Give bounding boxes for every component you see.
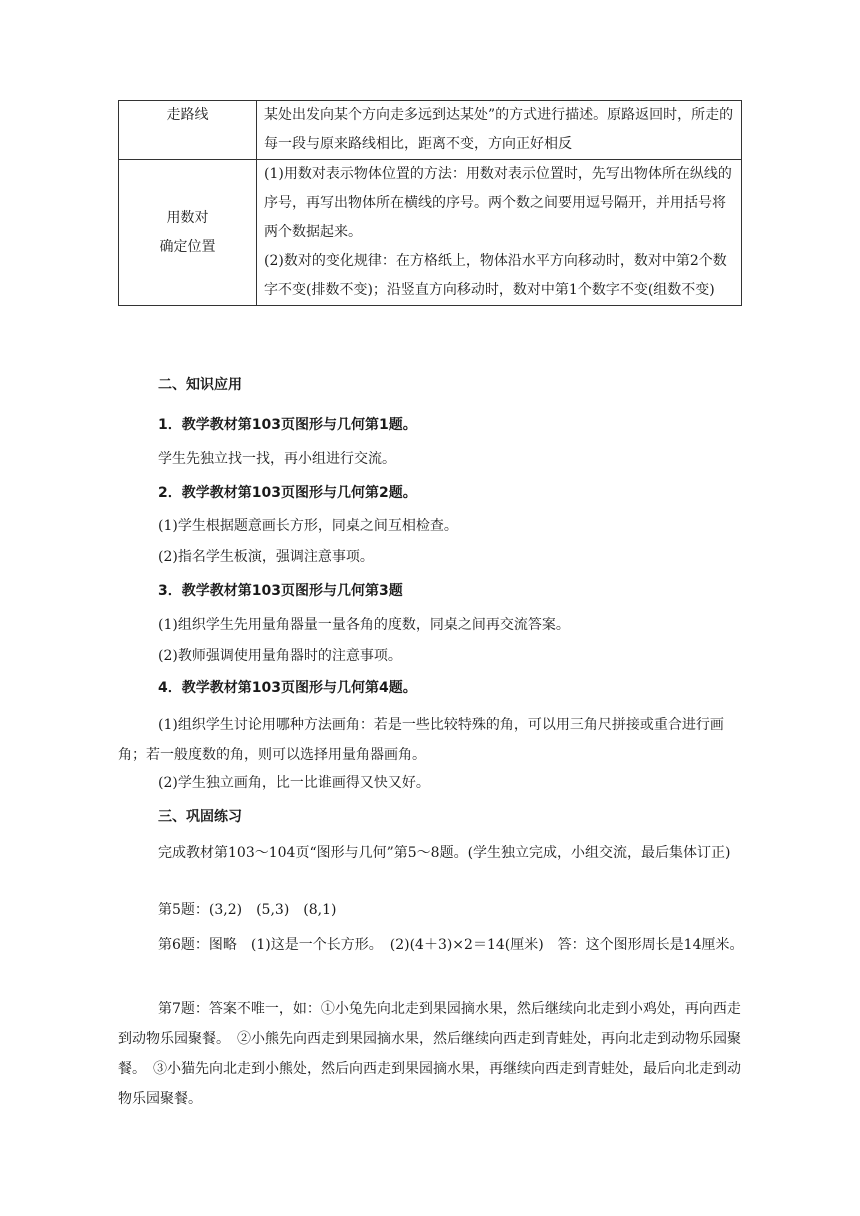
row-label-line-2: 确定位置 <box>159 238 216 255</box>
paragraph: (2)学生独立画角，比一比谁画得又快又好。 <box>158 775 430 791</box>
row-label: 走路线 <box>166 107 209 123</box>
row-content-cell <box>257 160 742 306</box>
paragraph: (1)学生根据题意画长方形，同桌之间互相检查。 <box>158 518 458 534</box>
paragraph: 学生先独立找一找，再小组进行交流。 <box>158 451 396 467</box>
knowledge-table <box>118 100 742 306</box>
exercise-title: 1．教学教材第103页图形与几何第1题。 <box>158 417 417 433</box>
answer-line: 第7题：答案不唯一，如：①小兔先向北走到果园摘水果，然后继续向北走到小鸡处，再向西走到动物乐园聚餐。 ②小熊先向西走到果园摘水果，然后继续向西走到青蛙处，再向北走到动物乐园聚餐。 ③小猫先向北走到小熊处，然后向西走到果园摘水果，再继续向西走到青蛙处，最后向北走到动物乐园聚餐。 <box>118 1001 741 1107</box>
paragraph: (1)组织学生先用量角器量一量各角的度数，同桌之间再交流答案。 <box>158 617 570 633</box>
paragraph: (1)组织学生讨论用哪种方法画角：若是一些比较特殊的角，可以用三角尺拼接或重合进行画角；若一般度数的角，则可以选择用量角器画角。 <box>118 717 724 763</box>
paragraph: (2)指名学生板演，强调注意事项。 <box>158 549 374 565</box>
row-content-cell <box>257 101 742 160</box>
row-content-text-1: (1)用数对表示物体位置的方法：用数对表示位置时，先写出物体所在纵线的序号，再写出物体所在横线的序号。两个数之间要用逗号隔开，并用括号将两个数据起来。 <box>264 166 732 240</box>
table-row <box>119 160 742 306</box>
table-row <box>119 101 742 160</box>
paragraph: (2)教师强调使用量角器时的注意事项。 <box>158 648 402 664</box>
section-heading: 二、知识应用 <box>158 377 242 393</box>
row-label-line-1: 用数对 <box>166 209 209 226</box>
row-label-cell <box>119 101 257 160</box>
section-heading: 三、巩固练习 <box>158 809 242 825</box>
row-label-cell <box>119 160 257 306</box>
exercise-title: 3．教学教材第103页图形与几何第3题 <box>158 583 403 599</box>
row-content-text-2: (2)数对的变化规律：在方格纸上，物体沿水平方向移动时，数对中第2个数字不变(排数不变)；沿竖直方向移动时，数对中第1个数字不变(组数不变) <box>264 253 727 298</box>
answer-line: 第5题：(3,2) (5,3) (8,1) <box>158 902 337 918</box>
exercise-title: 4．教学教材第103页图形与几何第4题。 <box>158 680 417 696</box>
answer-line: 第6题：图略 (1)这是一个长方形。 (2)(4＋3)×2＝14(厘米) 答：这个图形周长是14厘米。 <box>158 937 744 953</box>
exercise-title: 2．教学教材第103页图形与几何第2题。 <box>158 485 417 501</box>
paragraph: 完成教材第103～104页“图形与几何”第5～8题。(学生独立完成，小组交流，最后集体订正) <box>158 845 731 861</box>
row-content-text: 某处出发向某个方向走多远到达某处”的方式进行描述。原路返回时，所走的每一段与原来路线相比，距离不变，方向正好相反 <box>264 107 734 152</box>
